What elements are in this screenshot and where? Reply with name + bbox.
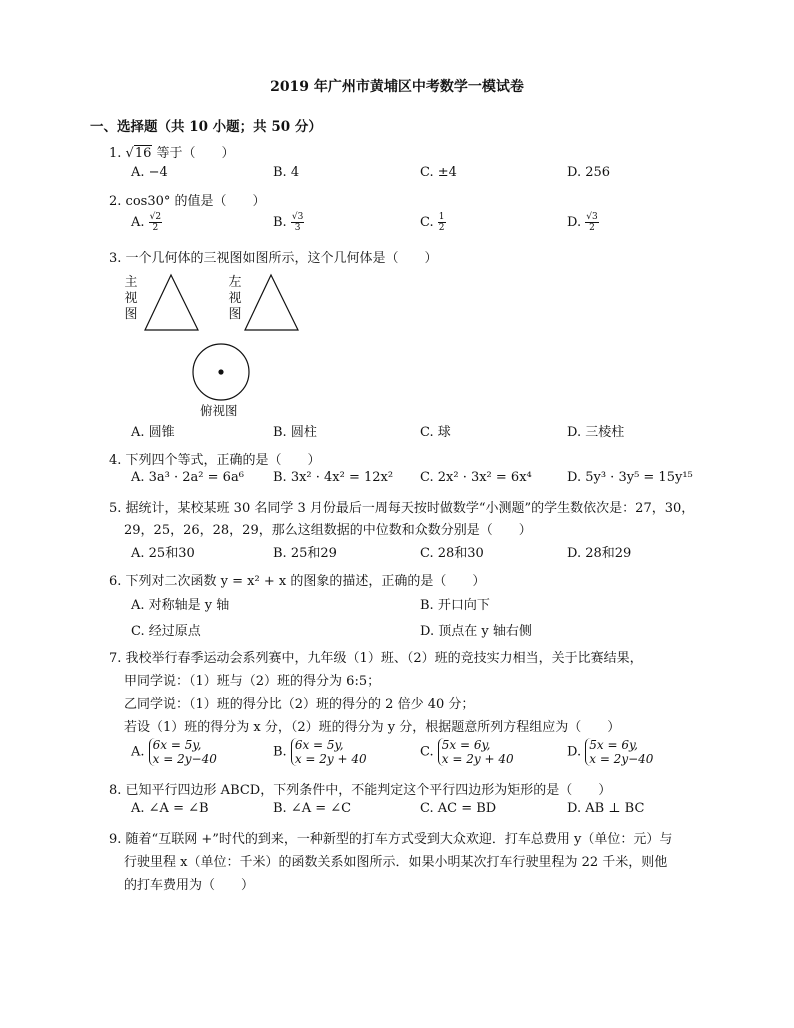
question-text-line3: 的打车费用为（ ） <box>124 878 255 893</box>
question-text-line4: 若设（1）班的得分为 x 分，（2）班的得分为 y 分，根据题意所列方程组应为（ ） <box>124 720 621 735</box>
question-text-line3: 乙同学说：（1）班的得分比（2）班的得分的 2 倍少 40 分； <box>124 697 475 712</box>
top-view-label: 俯视图 <box>200 403 238 418</box>
option-b: B. 圆柱 <box>273 425 317 440</box>
front-view-label: 主视图 <box>124 275 138 322</box>
question-text-line2: 甲同学说：（1）班与（2）班的得分为 6:5； <box>124 674 381 689</box>
front-view-triangle <box>145 275 198 330</box>
question-text: cos30° 的值是（ ） <box>125 194 266 209</box>
page-title: 2019 年广州市黄埔区中考数学一模试卷 <box>270 79 524 95</box>
equation-system: 5x = 6y, x = 2y−40 <box>585 738 653 766</box>
fraction: $\frac{√3}{2}$ <box>586 212 598 233</box>
option-a: A. 25和30 <box>131 546 195 561</box>
question-number: 3. <box>109 251 122 266</box>
question-text-line2: 29，25，26，28，29，那么这组数据的中位数和众数分别是（ ） <box>124 523 532 538</box>
question-number: 9. <box>109 832 122 847</box>
option-c: C. 2x² · 3x² = 6x⁴ <box>420 470 532 485</box>
question-text: 已知平行四边形 ABCD，下列条件中，不能判定这个平行四边形为矩形的是（ ） <box>125 783 612 798</box>
question-5 <box>109 497 694 516</box>
option-b: B. 6x = 5y, x = 2y + 40 <box>273 738 367 766</box>
option-b: B. ∠A = ∠C <box>273 801 352 816</box>
question-text-line1: 随着“互联网 +”时代的到来，一种新型的打车方式受到大众欢迎．打车总费用 y（单位：元）与 <box>125 832 673 847</box>
question-number: 6. <box>109 574 122 589</box>
option-a: A. 3a³ · 2a² = 6a⁶ <box>131 470 244 485</box>
option-b: B. 3x² · 4x² = 12x² <box>273 470 394 485</box>
option-b: B. 4 <box>273 165 300 180</box>
question-number: 4. <box>109 453 122 468</box>
question-number: 7. <box>109 651 122 666</box>
option-d: D. $\frac{√3}{2}$ <box>567 212 598 233</box>
question-text: 下列四个等式，正确的是（ ） <box>125 453 321 468</box>
option-a: A. 对称轴是 y 轴 <box>131 598 230 613</box>
question-number: 2. <box>109 194 122 209</box>
question-9 <box>109 828 672 847</box>
fraction: $\frac{√2}{2}$ <box>149 212 162 233</box>
equation-system: 6x = 5y, x = 2y−40 <box>149 738 217 766</box>
sqrt-symbol: √ <box>125 146 134 161</box>
question-text: 一个几何体的三视图如图所示，这个几何体是（ ） <box>125 251 438 266</box>
option-d: D. 5y³ · 3y⁵ = 15y¹⁵ <box>567 470 693 485</box>
option-d: D. AB ⊥ BC <box>567 801 645 816</box>
option-a: A. $\frac{√2}{2}$ <box>131 212 162 233</box>
question-6 <box>109 570 485 589</box>
option-c: C. AC = BD <box>420 801 497 816</box>
question-number: 5. <box>109 501 122 516</box>
option-c: C. $\frac{1}{2}$ <box>420 212 445 233</box>
question-text: 下列对二次函数 y = x² + x 的图象的描述，正确的是（ ） <box>125 574 486 589</box>
top-view-center-dot <box>218 369 223 374</box>
option-b: B. $\frac{√3}{3}$ <box>273 212 304 233</box>
option-d: D. 28和29 <box>567 546 632 561</box>
question-text-line1: 据统计，某校某班 30 名同学 3 月份最后一周每天按时做数学“小测题”的学生数依次是：27，30， <box>125 501 695 516</box>
option-a: A. −4 <box>131 165 168 180</box>
question-text-line1: 我校举行春季运动会系列赛中，九年级（1）班、（2）班的竞技实力相当，关于比赛结果， <box>125 651 643 666</box>
fraction: $\frac{1}{2}$ <box>438 212 445 233</box>
option-a: A. 6x = 5y, x = 2y−40 <box>131 738 217 766</box>
sqrt-radicand: 16 <box>134 146 152 161</box>
question-text: 等于（ ） <box>152 146 235 161</box>
option-c: C. 经过原点 <box>131 624 201 639</box>
equation-system: 5x = 6y, x = 2y + 40 <box>438 738 514 766</box>
option-a: A. ∠A = ∠B <box>131 801 209 816</box>
option-d: D. 顶点在 y 轴右侧 <box>420 624 532 639</box>
question-7 <box>109 647 643 666</box>
option-a: A. 圆锥 <box>131 425 175 440</box>
option-c: C. ±4 <box>420 165 457 180</box>
question-4 <box>109 449 321 468</box>
equation-system: 6x = 5y, x = 2y + 40 <box>291 738 367 766</box>
left-view-label: 左视图 <box>228 275 242 322</box>
question-8 <box>109 779 611 798</box>
fraction: $\frac{√3}{3}$ <box>291 212 304 233</box>
option-d: D. 256 <box>567 165 611 180</box>
option-c: C. 5x = 6y, x = 2y + 40 <box>420 738 514 766</box>
option-c: C. 球 <box>420 425 451 440</box>
section-heading: 一、选择题（共 10 小题；共 50 分） <box>90 119 322 135</box>
option-c: C. 28和30 <box>420 546 484 561</box>
question-number: 1. <box>109 146 122 161</box>
option-b: B. 开口向下 <box>420 598 490 613</box>
option-b: B. 25和29 <box>273 546 337 561</box>
question-number: 8. <box>109 783 122 798</box>
option-d: D. 三棱柱 <box>567 425 625 440</box>
question-text-line2: 行驶里程 x（单位：千米）的函数关系如图所示．如果小明某次打车行驶里程为 22 千米，则他 <box>124 855 668 870</box>
option-d: D. 5x = 6y, x = 2y−40 <box>567 738 654 766</box>
left-view-triangle <box>245 275 298 330</box>
